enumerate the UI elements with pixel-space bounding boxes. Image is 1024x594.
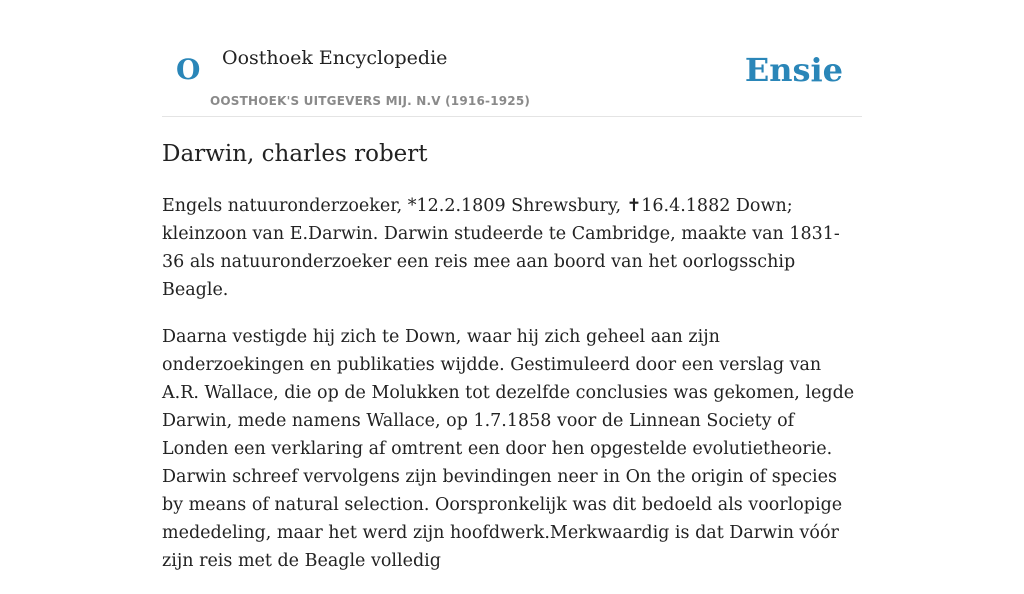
page — [162, 0, 862, 571]
ensie-brand-link[interactable]: Ensie — [744, 51, 843, 89]
entry-paragraph: Engels natuuronderzoeker, *12.2.1809 Shrewsbury, ✝16.4.1882 Down; kleinzoon van E.Darwin. Darwin studeerde te Cambridge, maakte van 1831-36 als natuuronderzoeker een reis mee aan boord van het oorlogsschip Beagle. — [162, 196, 840, 300]
site-header — [162, 0, 862, 117]
publisher-label: OOSTHOEK'S UITGEVERS MIJ. N.V (1916-1925) — [210, 94, 531, 108]
entry-body — [162, 192, 862, 594]
entry-title: Darwin, charles robert — [162, 141, 428, 167]
site-title[interactable]: Oosthoek Encyclopedie — [222, 47, 448, 69]
entry-paragraph: Daarna vestigde hij zich te Down, waar hij zich geheel aan zijn onderzoekingen en publikaties wijdde. Gestimuleerd door een verslag van A.R. Wallace, die op de Molukken tot dezelfde conclusies was gekomen, legde Darwin, mede namens Wallace, op 1.7.1858 voor de Linnean Society of Londen een verklaring af omtrent een door hen opgestelde evolutietheorie. Darwin schreef vervolgens zijn bevindingen neer in On the origin of species by means of natural selection. Oorspronkelijk was dit bedoeld als voorlopige mededeling, maar het werd zijn hoofdwerk.Merkwaardig is dat Darwin vóór zijn reis met de Beagle volledig — [162, 327, 855, 571]
encyclopedia-logo[interactable]: O — [176, 53, 201, 86]
